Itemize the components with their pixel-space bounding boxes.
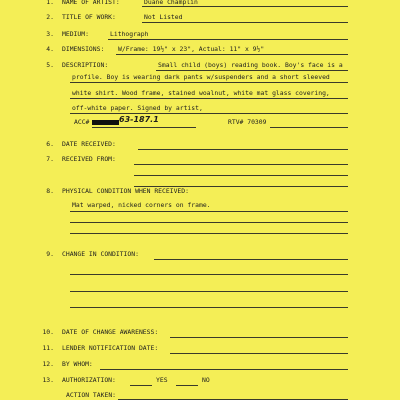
change-underline-1 xyxy=(154,259,348,260)
condition-underline-3 xyxy=(70,233,348,234)
rtv-underline xyxy=(270,127,348,128)
medium-underline xyxy=(108,39,348,40)
authorization-yes: YES xyxy=(156,376,168,384)
title-value: Not Listed xyxy=(144,13,183,21)
medium-value: Lithograph xyxy=(110,30,149,38)
acc-number-row xyxy=(74,118,89,126)
dimensions-value: W/Frame: 19½" x 23", Actual: 11" x 9½" xyxy=(118,45,265,53)
acc-handwritten-number: 63-187.1 xyxy=(119,115,159,124)
description-underline-3 xyxy=(70,98,348,99)
description-line-4: off-white paper. Signed by artist, xyxy=(72,104,203,112)
change-underline-2 xyxy=(70,274,348,275)
date-received-underline xyxy=(138,149,348,150)
lender-underline xyxy=(170,353,348,354)
acc-underline xyxy=(92,127,196,128)
artist-value: Duane Champlin xyxy=(144,0,198,6)
description-underline-1 xyxy=(156,70,348,71)
authorization-no: NO xyxy=(202,376,210,384)
change-underline-4 xyxy=(70,307,348,308)
awareness-underline xyxy=(170,337,348,338)
description-underline-4 xyxy=(70,113,348,114)
condition-value: Mat warped, nicked corners on frame. xyxy=(72,201,211,209)
redaction-mark xyxy=(92,120,119,125)
acc-label: ACC# xyxy=(74,118,90,126)
authorization-yes-blank xyxy=(130,385,152,386)
condition-underline-2 xyxy=(70,222,348,223)
action-taken-label: ACTION TAKEN: xyxy=(66,391,117,399)
description-line-2: profile. Boy is wearing dark pants w/suspenders and a short sleeved xyxy=(72,73,330,81)
description-line-1: Small child (boys) reading book. Boy's face is a xyxy=(158,61,343,69)
dimensions-underline xyxy=(116,54,348,55)
received-from-underline-2 xyxy=(134,175,348,176)
title-underline xyxy=(142,22,348,23)
condition-report-form: 1. NAME OF ARTIST: Duane Champlin 2. TITLE OF WORK: Not Listed 3. MEDIUM: Lithograph 4. DIMENSIONS: W/Frame: 19½" x 23", Actual: 11" x 9½" 5. DESCRIPTION: Small child (boys) reading book. Boy's face is a profile. Boy is wearing dark pants w/suspenders and a short sleeved white shirt. Wood frame, stained woalnut, white mat glass covering, off-white paper. Signed by artist, ACC# 63-187.1 RTV# 70309 6. DATE RECEIVED: 7. RECEIVED FROM: 8. PHYSICAL CONDITION WHEN RECEIVED: Mat warped, nicked corners on frame. 9. CHANGE IN CONDITION: 10. DATE OF CHANGE AWARENESS: 11. LENDER NOTIFICATION DATE: 12. BY WHOM: 13. AUTHORIZATION: YES NO ACTION TAKEN: xyxy=(0,0,400,400)
description-line-3: white shirt. Wood frame, stained woalnut, white mat glass covering, xyxy=(72,89,330,97)
artist-underline xyxy=(142,6,348,7)
authorization-no-blank xyxy=(176,385,198,386)
condition-underline-1 xyxy=(70,211,348,212)
rtv-number: RTV# 70309 xyxy=(228,118,267,126)
change-underline-3 xyxy=(70,291,348,292)
description-underline-2 xyxy=(70,82,348,83)
received-from-underline-1 xyxy=(134,164,348,165)
by-whom-underline xyxy=(100,369,348,370)
